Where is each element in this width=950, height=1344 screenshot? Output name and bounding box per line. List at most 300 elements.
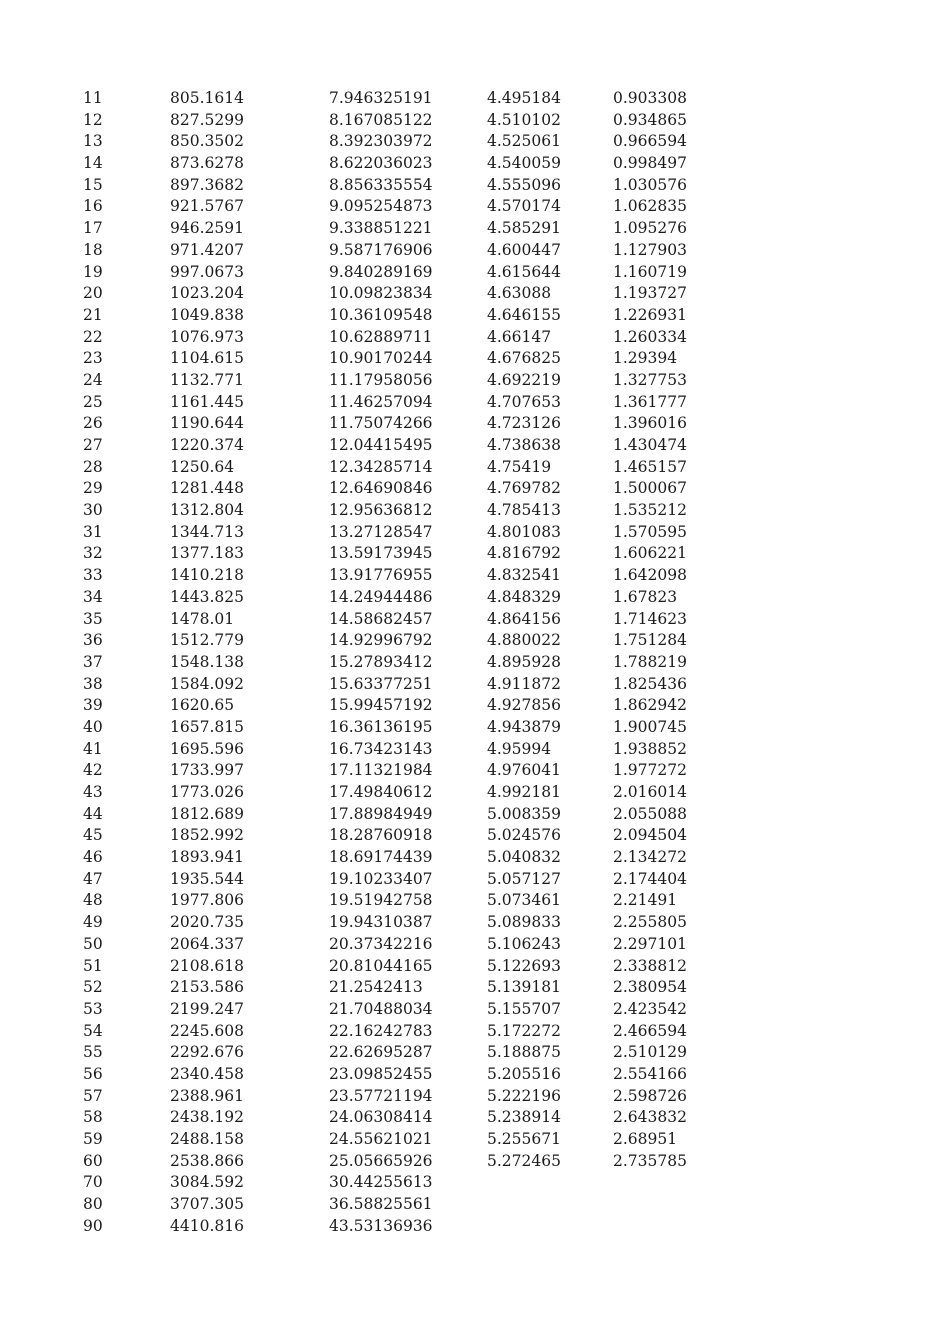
table-cell: 4.723126 xyxy=(487,414,561,433)
table-cell: 4.864156 xyxy=(487,609,561,628)
table-cell: 4.95994 xyxy=(487,739,552,758)
table-cell: 4.895928 xyxy=(487,652,561,671)
table-cell: 13 xyxy=(83,132,103,151)
table-cell: 4.707653 xyxy=(487,392,561,411)
table-cell: 53 xyxy=(83,999,103,1018)
table-cell: 17 xyxy=(83,219,103,238)
table-cell: 36.58825561 xyxy=(329,1195,433,1214)
table-cell: 56 xyxy=(83,1064,103,1083)
table-cell: 12.34285714 xyxy=(329,457,433,476)
table-cell: 0.998497 xyxy=(613,154,687,173)
table-row xyxy=(0,413,950,435)
table-row xyxy=(0,240,950,262)
table-cell: 4.927856 xyxy=(487,696,561,715)
table-cell: 2.094504 xyxy=(613,826,687,845)
table-cell: 30.44255613 xyxy=(329,1173,433,1192)
table-cell: 2199.247 xyxy=(170,999,244,1018)
table-row xyxy=(0,825,950,847)
table-cell: 5.057127 xyxy=(487,869,561,888)
table-cell: 10.62889711 xyxy=(329,327,433,346)
table-cell: 16.36136195 xyxy=(329,717,433,736)
table-cell: 4.510102 xyxy=(487,110,561,129)
table-cell: 55 xyxy=(83,1043,103,1062)
table-cell: 9.587176906 xyxy=(329,240,433,259)
table-cell: 1344.713 xyxy=(170,522,244,541)
table-cell: 1410.218 xyxy=(170,566,244,585)
table-row xyxy=(0,110,950,132)
table-cell: 9.095254873 xyxy=(329,197,433,216)
table-cell: 1.396016 xyxy=(613,414,687,433)
table-cell: 2.21491 xyxy=(613,891,678,910)
table-cell: 1695.596 xyxy=(170,739,244,758)
table-cell: 18.28760918 xyxy=(329,826,433,845)
table-cell: 45 xyxy=(83,826,103,845)
table-cell: 1773.026 xyxy=(170,783,244,801)
table-cell: 1.193727 xyxy=(613,284,687,303)
table-cell: 5.139181 xyxy=(487,978,561,997)
table-cell: 1076.973 xyxy=(170,327,244,346)
table-cell: 38 xyxy=(83,674,103,693)
table-cell: 850.3502 xyxy=(170,132,244,151)
table-row xyxy=(0,283,950,305)
table-row xyxy=(0,327,950,349)
table-cell: 50 xyxy=(83,934,103,953)
table-cell: 80 xyxy=(83,1195,103,1214)
table-cell: 1.714623 xyxy=(613,609,687,628)
table-cell: 9.840289169 xyxy=(329,262,433,281)
table-cell: 2020.735 xyxy=(170,913,244,932)
table-cell: 5.122693 xyxy=(487,956,561,975)
table-cell: 14 xyxy=(83,154,103,173)
table-row xyxy=(0,1151,950,1173)
table-cell: 1.535212 xyxy=(613,501,687,520)
table-cell: 4.540059 xyxy=(487,154,561,173)
table-cell: 2064.337 xyxy=(170,934,244,953)
table-cell: 2488.158 xyxy=(170,1130,244,1148)
table-cell: 1.226931 xyxy=(613,305,687,324)
table-cell: 1.788219 xyxy=(613,652,687,671)
table-cell: 14.58682457 xyxy=(329,609,433,628)
table-cell: 2.055088 xyxy=(613,804,687,823)
table-cell: 13.27128547 xyxy=(329,522,433,541)
table-cell: 19.51942758 xyxy=(329,891,433,910)
table-row xyxy=(0,782,950,804)
table-cell: 0.966594 xyxy=(613,132,687,151)
table-cell: 2438.192 xyxy=(170,1108,244,1127)
table-cell: 21.2542413 xyxy=(329,978,423,997)
table-cell: 42 xyxy=(83,761,103,780)
table-cell: 11.17958056 xyxy=(329,370,433,389)
table-cell: 1.642098 xyxy=(613,566,687,585)
table-cell: 24.55621021 xyxy=(329,1130,433,1148)
table-cell: 1.095276 xyxy=(613,219,687,238)
table-cell: 1161.445 xyxy=(170,392,244,411)
table-row xyxy=(0,912,950,934)
table-cell: 5.073461 xyxy=(487,891,561,910)
table-row xyxy=(0,543,950,565)
table-cell: 1049.838 xyxy=(170,305,244,324)
table-row xyxy=(0,457,950,479)
table-cell: 4.738638 xyxy=(487,436,561,454)
table-cell: 19.94310387 xyxy=(329,913,433,932)
table-cell: 25 xyxy=(83,392,103,411)
table-cell: 1852.992 xyxy=(170,826,244,845)
table-row xyxy=(0,977,950,999)
table-row xyxy=(0,131,950,153)
table-cell: 1.030576 xyxy=(613,175,687,194)
table-row xyxy=(0,153,950,175)
table-cell: 1.465157 xyxy=(613,457,687,476)
table-cell: 13.59173945 xyxy=(329,544,433,563)
table-row xyxy=(0,674,950,696)
table-row xyxy=(0,609,950,631)
table-cell: 1.500067 xyxy=(613,479,687,498)
table-cell: 4.976041 xyxy=(487,761,561,780)
table-cell: 2.338812 xyxy=(613,956,687,975)
table-cell: 2.297101 xyxy=(613,934,687,953)
table-cell: 5.106243 xyxy=(487,934,561,953)
table-row xyxy=(0,999,950,1021)
table-cell: 57 xyxy=(83,1086,103,1105)
table-cell: 2.643832 xyxy=(613,1108,687,1127)
table-cell: 17.11321984 xyxy=(329,761,433,780)
table-cell: 2292.676 xyxy=(170,1043,244,1062)
table-cell: 1190.644 xyxy=(170,414,244,433)
table-cell: 14.24944486 xyxy=(329,587,433,606)
table-cell: 1.977272 xyxy=(613,761,687,780)
table-cell: 19 xyxy=(83,262,103,281)
table-cell: 5.238914 xyxy=(487,1108,561,1127)
table-cell: 15.99457192 xyxy=(329,696,433,715)
table-cell: 5.040832 xyxy=(487,848,561,867)
table-row xyxy=(0,760,950,782)
table-cell: 5.172272 xyxy=(487,1021,561,1040)
table-cell: 2108.618 xyxy=(170,956,244,975)
table-row xyxy=(0,522,950,544)
table-cell: 1.751284 xyxy=(613,631,687,650)
table-cell: 59 xyxy=(83,1130,103,1148)
table-cell: 35 xyxy=(83,609,103,628)
table-row xyxy=(0,739,950,761)
table-cell: 1478.01 xyxy=(170,609,235,628)
table-cell: 18 xyxy=(83,240,103,259)
table-row xyxy=(0,717,950,739)
table-cell: 12 xyxy=(83,110,103,129)
table-cell: 20.37342216 xyxy=(329,934,433,953)
table-cell: 1620.65 xyxy=(170,696,235,715)
table-cell: 1.938852 xyxy=(613,739,687,758)
table-cell: 997.0673 xyxy=(170,262,244,281)
table-cell: 4.495184 xyxy=(487,89,561,107)
table-cell: 48 xyxy=(83,891,103,910)
table-cell: 43 xyxy=(83,783,103,801)
table-cell: 1.062835 xyxy=(613,197,687,216)
table-row xyxy=(0,435,950,457)
table-cell: 873.6278 xyxy=(170,154,244,173)
table-cell: 0.934865 xyxy=(613,110,687,129)
table-cell: 1.29394 xyxy=(613,349,678,368)
table-cell: 10.36109548 xyxy=(329,305,433,324)
table-cell: 3084.592 xyxy=(170,1173,244,1192)
table-cell: 4.848329 xyxy=(487,587,561,606)
table-cell: 921.5767 xyxy=(170,197,244,216)
table-cell: 21.70488034 xyxy=(329,999,433,1018)
table-cell: 1657.815 xyxy=(170,717,244,736)
table-row xyxy=(0,1064,950,1086)
table-cell: 23.57721194 xyxy=(329,1086,433,1105)
table-cell: 22 xyxy=(83,327,103,346)
table-cell: 21 xyxy=(83,305,103,324)
table-cell: 4.769782 xyxy=(487,479,561,498)
table-cell: 33 xyxy=(83,566,103,585)
table-cell: 24 xyxy=(83,370,103,389)
table-cell: 4.880022 xyxy=(487,631,561,650)
table-cell: 1.67823 xyxy=(613,587,678,606)
table-cell: 4410.816 xyxy=(170,1216,244,1235)
table-row xyxy=(0,1042,950,1064)
table-cell: 2.134272 xyxy=(613,848,687,867)
table-row xyxy=(0,218,950,240)
table-cell: 4.911872 xyxy=(487,674,561,693)
table-cell: 41 xyxy=(83,739,103,758)
table-cell: 26 xyxy=(83,414,103,433)
table-cell: 1.825436 xyxy=(613,674,687,693)
table-cell: 1935.544 xyxy=(170,869,244,888)
table-cell: 8.392303972 xyxy=(329,132,433,151)
table-row xyxy=(0,392,950,414)
table-cell: 58 xyxy=(83,1108,103,1127)
table-cell: 4.832541 xyxy=(487,566,561,585)
table-cell: 15.63377251 xyxy=(329,674,433,693)
table-cell: 12.95636812 xyxy=(329,501,433,520)
table-cell: 70 xyxy=(83,1173,103,1192)
table-cell: 5.024576 xyxy=(487,826,561,845)
table-cell: 5.222196 xyxy=(487,1086,561,1105)
table-cell: 18.69174439 xyxy=(329,848,433,867)
table-cell: 54 xyxy=(83,1021,103,1040)
table-cell: 30 xyxy=(83,501,103,520)
table-cell: 946.2591 xyxy=(170,219,244,238)
table-cell: 5.188875 xyxy=(487,1043,561,1062)
table-cell: 13.91776955 xyxy=(329,566,433,585)
table-row xyxy=(0,1107,950,1129)
table-cell: 1733.997 xyxy=(170,761,244,780)
table-cell: 44 xyxy=(83,804,103,823)
table-row xyxy=(0,305,950,327)
table-cell: 2340.458 xyxy=(170,1064,244,1083)
table-cell: 1.327753 xyxy=(613,370,687,389)
table-cell: 14.92996792 xyxy=(329,631,433,650)
table-cell: 2153.586 xyxy=(170,978,244,997)
table-cell: 4.555096 xyxy=(487,175,561,194)
table-cell: 32 xyxy=(83,544,103,563)
table-cell: 9.338851221 xyxy=(329,219,433,238)
table-cell: 971.4207 xyxy=(170,240,244,259)
table-cell: 11.75074266 xyxy=(329,414,433,433)
table-cell: 1893.941 xyxy=(170,848,244,867)
table-cell: 1312.804 xyxy=(170,501,244,520)
table-cell: 49 xyxy=(83,913,103,932)
table-cell: 4.600447 xyxy=(487,240,561,259)
table-cell: 22.16242783 xyxy=(329,1021,433,1040)
table-cell: 1250.64 xyxy=(170,457,235,476)
table-row xyxy=(0,890,950,912)
table-cell: 4.943879 xyxy=(487,717,561,736)
table-cell: 22.62695287 xyxy=(329,1043,433,1062)
table-cell: 8.167085122 xyxy=(329,110,433,129)
table-cell: 1.862942 xyxy=(613,696,687,715)
table-cell: 4.615644 xyxy=(487,262,561,281)
table-row xyxy=(0,1216,950,1238)
table-cell: 2388.961 xyxy=(170,1086,244,1105)
table-cell: 23 xyxy=(83,349,103,368)
table-cell: 11.46257094 xyxy=(329,392,433,411)
table-cell: 4.525061 xyxy=(487,132,561,151)
table-cell: 39 xyxy=(83,696,103,715)
table-cell: 15.27893412 xyxy=(329,652,433,671)
table-cell: 897.3682 xyxy=(170,175,244,194)
table-row xyxy=(0,695,950,717)
table-cell: 2.174404 xyxy=(613,869,687,888)
table-cell: 2.68951 xyxy=(613,1130,678,1148)
table-cell: 1.606221 xyxy=(613,544,687,563)
table-row xyxy=(0,630,950,652)
table-cell: 8.856335554 xyxy=(329,175,433,194)
table-cell: 1377.183 xyxy=(170,544,244,563)
table-cell: 46 xyxy=(83,848,103,867)
table-cell: 19.10233407 xyxy=(329,869,433,888)
table-cell: 17.88984949 xyxy=(329,804,433,823)
table-cell: 4.570174 xyxy=(487,197,561,216)
table-cell: 10.90170244 xyxy=(329,349,433,368)
table-cell: 16.73423143 xyxy=(329,739,433,758)
table-cell: 4.676825 xyxy=(487,349,561,368)
table-cell: 4.816792 xyxy=(487,544,561,563)
table-row xyxy=(0,1129,950,1151)
table-cell: 24.06308414 xyxy=(329,1108,433,1127)
table-cell: 90 xyxy=(83,1216,103,1235)
table-cell: 27 xyxy=(83,436,103,454)
table-cell: 4.785413 xyxy=(487,501,561,520)
table-cell: 2.255805 xyxy=(613,913,687,932)
table-cell: 1220.374 xyxy=(170,436,244,454)
table-cell: 1977.806 xyxy=(170,891,244,910)
table-row xyxy=(0,565,950,587)
table-row xyxy=(0,1194,950,1216)
table-cell: 1.361777 xyxy=(613,392,687,411)
table-cell: 5.008359 xyxy=(487,804,561,823)
table-cell: 2.510129 xyxy=(613,1043,687,1062)
table-row xyxy=(0,587,950,609)
table-cell: 20.81044165 xyxy=(329,956,433,975)
table-row xyxy=(0,1172,950,1194)
table-row xyxy=(0,804,950,826)
table-row xyxy=(0,175,950,197)
table-cell: 4.646155 xyxy=(487,305,561,324)
table-cell: 1812.689 xyxy=(170,804,244,823)
table-cell: 1.570595 xyxy=(613,522,687,541)
table-cell: 7.946325191 xyxy=(329,89,433,107)
table-cell: 2.554166 xyxy=(613,1064,687,1083)
table-cell: 2.423542 xyxy=(613,999,687,1018)
table-cell: 1.160719 xyxy=(613,262,687,281)
data-table xyxy=(0,88,950,1237)
table-cell: 47 xyxy=(83,869,103,888)
table-cell: 51 xyxy=(83,956,103,975)
table-cell: 12.64690846 xyxy=(329,479,433,498)
table-cell: 2538.866 xyxy=(170,1151,244,1170)
table-cell: 20 xyxy=(83,284,103,303)
table-cell: 4.692219 xyxy=(487,370,561,389)
table-cell: 43.53136936 xyxy=(329,1216,433,1235)
table-row xyxy=(0,262,950,284)
table-cell: 36 xyxy=(83,631,103,650)
table-cell: 1104.615 xyxy=(170,349,244,368)
table-cell: 2.380954 xyxy=(613,978,687,997)
table-cell: 1281.448 xyxy=(170,479,244,498)
table-cell: 4.63088 xyxy=(487,284,552,303)
table-cell: 1023.204 xyxy=(170,284,244,303)
table-cell: 5.089833 xyxy=(487,913,561,932)
table-cell: 15 xyxy=(83,175,103,194)
table-cell: 4.801083 xyxy=(487,522,561,541)
table-cell: 1584.092 xyxy=(170,674,244,693)
table-cell: 52 xyxy=(83,978,103,997)
table-cell: 1.430474 xyxy=(613,436,687,454)
table-cell: 23.09852455 xyxy=(329,1064,433,1083)
table-cell: 2.598726 xyxy=(613,1086,687,1105)
table-cell: 4.992181 xyxy=(487,783,561,801)
table-row xyxy=(0,500,950,522)
table-cell: 37 xyxy=(83,652,103,671)
table-row xyxy=(0,1086,950,1108)
table-cell: 1.260334 xyxy=(613,327,687,346)
table-cell: 3707.305 xyxy=(170,1195,244,1214)
table-cell: 40 xyxy=(83,717,103,736)
table-cell: 1.127903 xyxy=(613,240,687,259)
table-row xyxy=(0,956,950,978)
table-cell: 5.272465 xyxy=(487,1151,561,1170)
table-row xyxy=(0,196,950,218)
table-cell: 5.255671 xyxy=(487,1130,561,1148)
table-row xyxy=(0,1021,950,1043)
table-cell: 805.1614 xyxy=(170,89,244,107)
table-cell: 1512.779 xyxy=(170,631,244,650)
table-cell: 17.49840612 xyxy=(329,783,433,801)
table-cell: 4.66147 xyxy=(487,327,552,346)
table-cell: 1548.138 xyxy=(170,652,244,671)
table-row xyxy=(0,652,950,674)
table-cell: 2.016014 xyxy=(613,783,687,801)
table-cell: 29 xyxy=(83,479,103,498)
table-row xyxy=(0,88,950,110)
table-cell: 0.903308 xyxy=(613,89,687,107)
table-cell: 1132.771 xyxy=(170,370,244,389)
table-cell: 16 xyxy=(83,197,103,216)
table-cell: 1443.825 xyxy=(170,587,244,606)
table-row xyxy=(0,869,950,891)
table-row xyxy=(0,478,950,500)
table-cell: 25.05665926 xyxy=(329,1151,433,1170)
table-cell: 4.75419 xyxy=(487,457,552,476)
table-row xyxy=(0,847,950,869)
table-cell: 827.5299 xyxy=(170,110,244,129)
table-cell: 60 xyxy=(83,1151,103,1170)
table-cell: 11 xyxy=(83,89,103,107)
table-cell: 28 xyxy=(83,457,103,476)
table-cell: 2245.608 xyxy=(170,1021,244,1040)
table-cell: 4.585291 xyxy=(487,219,561,238)
